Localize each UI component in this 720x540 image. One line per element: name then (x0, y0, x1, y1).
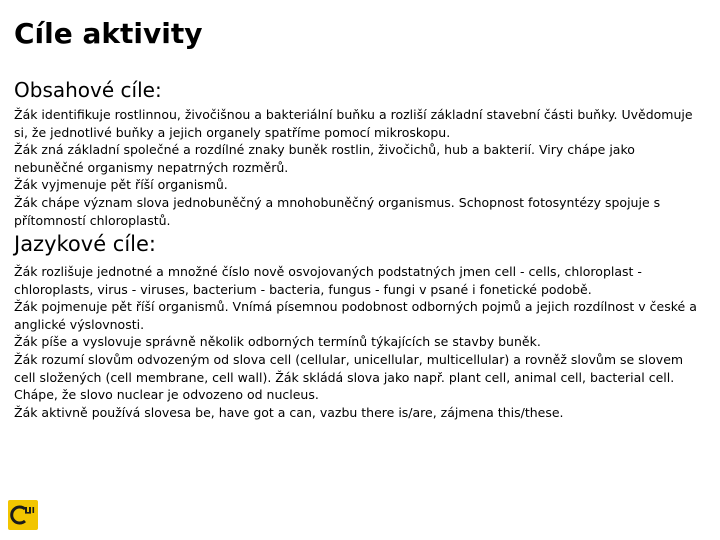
language-goal-paragraph: Žák rozumí slovům odvozeným od slova cell (cellular, unicellular, multicellular) a rovněž slovům se slovem cell složených (cell membrane, cell wall). Žák skládá slova jako např. plant cell, animal cell, bacterial cell. Chápe, že slovo nuclear je odvozeno od nucleus. (14, 351, 684, 403)
content-goal-paragraph: Žák chápe význam slova jednobuněčný a mnohobuněčný organismus. Schopnost fotosyntézy spojuje s přítomností chloroplastů. (14, 194, 661, 228)
page-title: Cíle aktivity (14, 17, 203, 50)
institution-logo-icon (8, 500, 38, 530)
language-goal-paragraph: Žák rozlišuje jednotné a množné číslo nově osvojovaných podstatných jmen cell - cells, chloroplast - chloroplasts, virus - viruses, bacterium - bacteria, fungus - fungi v psané i fonetické podobě. (14, 264, 642, 297)
language-goal-paragraph: Žák pojmenuje pět říší organismů. Vnímá písemnou podobnost odborných pojmů a jejich rozdílnost v české a anglické výslovnosti. (14, 299, 697, 332)
content-goals-text (14, 106, 706, 229)
content-goal-paragraph: Žák identifikuje rostlinnou, živočišnou a bakteriální buňku a rozliší základní stavební části buňky. Uvědomuje si, že jednotlivé buňky a jejich organely spatříme pomocí mikroskopu. (14, 107, 693, 140)
language-goal-paragraph: Žák píše a vyslovuje správně několik odborných termínů týkajících se stavby buněk. (14, 334, 541, 350)
language-goals-heading: Jazykové cíle: (14, 232, 157, 256)
language-goals-text (14, 263, 706, 421)
content-goals-heading: Obsahové cíle: (14, 78, 162, 102)
content-goal-paragraph: Žák zná základní společné a rozdílné znaky buněk rostlin, živočichů, hub a bakterií. Viry chápe jako nebuněčné organismy nepatrných rozměrů. (14, 142, 635, 175)
language-goal-paragraph: Žák aktivně používá slovesa be, have got a can, vazbu there is/are, zájmena this/these. (14, 404, 564, 420)
content-goal-paragraph: Žák vyjmenuje pět říší organismů. (14, 177, 228, 193)
